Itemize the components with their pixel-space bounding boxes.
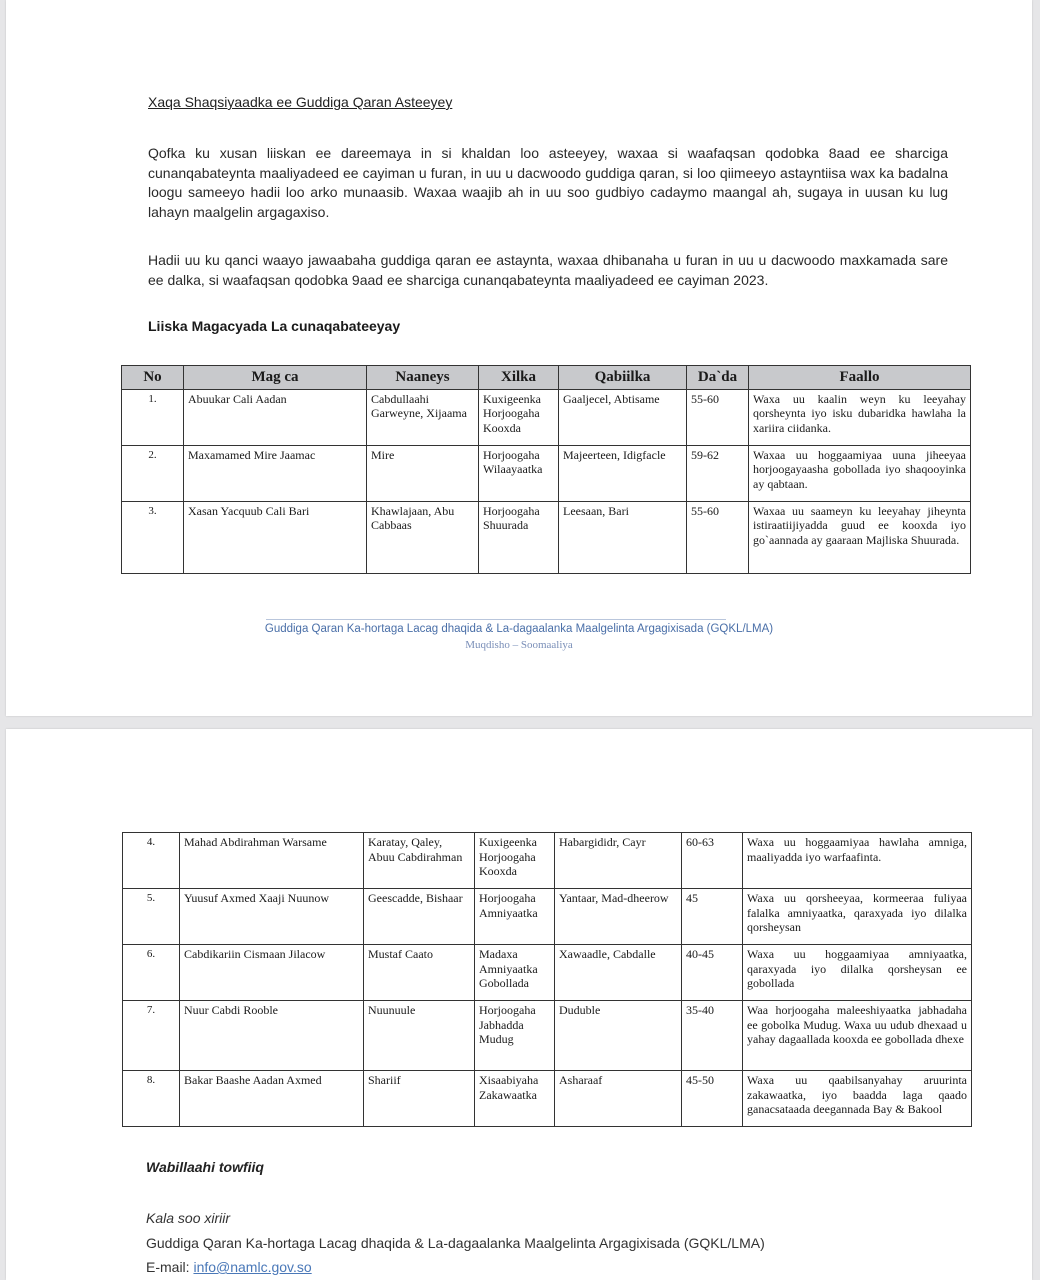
paragraph-appeal-committee: Qofka ku xusan liiskan ee dareemaya in si khaldan loo asteeyey, waxaa si waafaqsan qodobka 8aad ee sharciga cunanqabateynta maaliyadeed ee cayiman u furan, in uu u dacwoodo guddiga qaran, si loo qiimeeyo astayntiisa wax ka badalna loogu sameeyo hadii loo arko munaasib. Waxaa waajib ah in uu soo gudbiyo cadaymo maangal ah, sugaya in uusan ku lug lahayn maalgelin argagaxiso.: [148, 145, 948, 220]
cell-role: Horjoogaha Wilaayaatka: [479, 445, 559, 501]
paragraph-appeal-court: Hadii uu ku qanci waayo jawaabaha guddiga qaran ee astaynta, waxaa dhibanaha u furan in uu u dacwoodo maxkamada sare ee dalka, si waafaqsan qodobka 9aad ee sharciga cunanqabateynta maaliyadeed ee cayiman 2023.: [148, 252, 948, 288]
cell-age: 59-62: [687, 445, 749, 501]
cell-name: Xasan Yacquub Cali Bari: [184, 501, 367, 573]
cell-no: 3.: [122, 501, 184, 573]
cell-clan: Habargididr, Cayr: [555, 833, 682, 889]
cell-notes: Waxa uu qorsheeyaa, kormeeraa fuliyaa falalka amniyaatka, qaraxyada iyo dilalka qorsheysan: [743, 889, 972, 945]
section-heading: Xaqa Shaqsiyaadka ee Guddiga Qaran Asteeyey: [148, 94, 453, 110]
contact-email-line: [146, 1259, 312, 1275]
cell-role: Horjoogaha Amniyaatka: [475, 889, 555, 945]
email-link[interactable]: info@namlc.gov.so: [193, 1259, 312, 1275]
cell-nickname: Karatay, Qaley, Abuu Cabdirahman: [364, 833, 475, 889]
header-clan: Qabiilka: [559, 366, 687, 390]
cell-age: 45-50: [682, 1071, 743, 1127]
footer-organization: Guddiga Qaran Ka-hortaga Lacag dhaqida & La-dagaalanka Maalgelinta Argagixisada (GQKL/LMA): [264, 623, 774, 635]
cell-no: 4.: [123, 833, 180, 889]
list-title: Liiska Magacyada La cunaqabateeyay: [148, 318, 401, 334]
cell-notes: Waxa uu kaalin weyn ku leeyahay qorsheynta iyo isku dubaridka hawlaha la xariira ciidanka.: [749, 389, 971, 445]
email-label: E-mail:: [146, 1259, 190, 1275]
header-name: Mag ca: [184, 366, 367, 390]
contact-organization: Guddiga Qaran Ka-hortaga Lacag dhaqida & La-dagaalanka Maalgelinta Argagixisada (GQKL/LMA): [146, 1235, 765, 1251]
cell-name: Maxamamed Mire Jaamac: [184, 445, 367, 501]
cell-notes: Waxa uu hoggaamiyaa amniyaatka, qaraxyada iyo dilalka qorsheysan ee gobollada: [743, 945, 972, 1001]
cell-name: Abuukar Cali Aadan: [184, 389, 367, 445]
header-notes: Faallo: [749, 366, 971, 390]
cell-nickname: Mire: [367, 445, 479, 501]
table-row: [123, 945, 972, 1001]
cell-nickname: Khawlajaan, Abu Cabbaas: [367, 501, 479, 573]
header-role: Xilka: [479, 366, 559, 390]
cell-age: 60-63: [682, 833, 743, 889]
cell-role: Kuxigeenka Horjoogaha Kooxda: [479, 389, 559, 445]
cell-clan: Majeerteen, Idigfacle: [559, 445, 687, 501]
cell-clan: Yantaar, Mad-dheerow: [555, 889, 682, 945]
cell-role: Horjoogaha Jabhadda Mudug: [475, 1001, 555, 1071]
cell-name: Cabdikariin Cismaan Jilacow: [180, 945, 364, 1001]
cell-nickname: Shariif: [364, 1071, 475, 1127]
footer-divider: [266, 619, 726, 620]
table-header-row: [122, 366, 971, 390]
table-row: [123, 833, 972, 889]
cell-role: Kuxigeenka Horjoogaha Kooxda: [475, 833, 555, 889]
cell-no: 8.: [123, 1071, 180, 1127]
cell-notes: Waxaa uu saameyn ku leeyahay jiheynta istiraatiijiyadda guud ee kooxda iyo go`aannada ay gaaraan Majliska Shuurada.: [749, 501, 971, 573]
cell-no: 1.: [122, 389, 184, 445]
cell-age: 45: [682, 889, 743, 945]
document-page-1: [6, 0, 1032, 716]
cell-age: 55-60: [687, 501, 749, 573]
footer-location: Muqdisho – Soomaaliya: [465, 639, 573, 651]
sanctions-table-1: [121, 365, 971, 574]
document-page-2: [6, 729, 1032, 1280]
cell-notes: Waxaa uu hoggaamiyaa uuna jiheeyaa horjoogayaasha gobollada iyo shaqooyinka ay qabtaan.: [749, 445, 971, 501]
header-age: Da`da: [687, 366, 749, 390]
cell-nickname: Geescadde, Bishaar: [364, 889, 475, 945]
cell-name: Mahad Abdirahman Warsame: [180, 833, 364, 889]
cell-name: Nuur Cabdi Rooble: [180, 1001, 364, 1071]
cell-no: 5.: [123, 889, 180, 945]
cell-nickname: Nuunuule: [364, 1001, 475, 1071]
cell-clan: Xawaadle, Cabdalle: [555, 945, 682, 1001]
table-row: [123, 1001, 972, 1071]
cell-clan: Asharaaf: [555, 1071, 682, 1127]
cell-name: Bakar Baashe Aadan Axmed: [180, 1071, 364, 1127]
cell-notes: Waxa uu qaabilsanyahay aruurinta zakawaatka, iyo baadda laga qaado ganacsataada deegannada Bay & Bakool: [743, 1071, 972, 1127]
cell-nickname: Cabdullaahi Garweyne, Xijaama: [367, 389, 479, 445]
table-row: [123, 1071, 972, 1127]
cell-clan: Gaaljecel, Abtisame: [559, 389, 687, 445]
cell-nickname: Mustaf Caato: [364, 945, 475, 1001]
cell-role: Madaxa Amniyaatka Gobollada: [475, 945, 555, 1001]
cell-age: 35-40: [682, 1001, 743, 1071]
cell-name: Yuusuf Axmed Xaaji Nuunow: [180, 889, 364, 945]
header-nickname: Naaneys: [367, 366, 479, 390]
cell-age: 40-45: [682, 945, 743, 1001]
cell-age: 55-60: [687, 389, 749, 445]
sanctions-table-2: [122, 832, 972, 1127]
cell-clan: Leesaan, Bari: [559, 501, 687, 573]
table-row: [122, 445, 971, 501]
closing-greeting: Wabillaahi towfiiq: [146, 1159, 264, 1175]
header-no: No: [122, 366, 184, 390]
contact-label: Kala soo xiriir: [146, 1210, 231, 1226]
cell-clan: Duduble: [555, 1001, 682, 1071]
cell-role: Horjoogaha Shuurada: [479, 501, 559, 573]
table-row: [123, 889, 972, 945]
cell-no: 6.: [123, 945, 180, 1001]
cell-notes: Waxa uu hoggaamiyaa hawlaha amniga, maaliyadda iyo warfaafinta.: [743, 833, 972, 889]
cell-no: 2.: [122, 445, 184, 501]
cell-notes: Waa horjoogaha maleeshiyaatka jabhadaha ee gobolka Mudug. Waxa uu udub dhexaad u yahay dagaallada kooxda ee gobollada dhexe: [743, 1001, 972, 1071]
cell-no: 7.: [123, 1001, 180, 1071]
table-row: [122, 501, 971, 573]
cell-role: Xisaabiyaha Zakawaatka: [475, 1071, 555, 1127]
table-row: [122, 389, 971, 445]
